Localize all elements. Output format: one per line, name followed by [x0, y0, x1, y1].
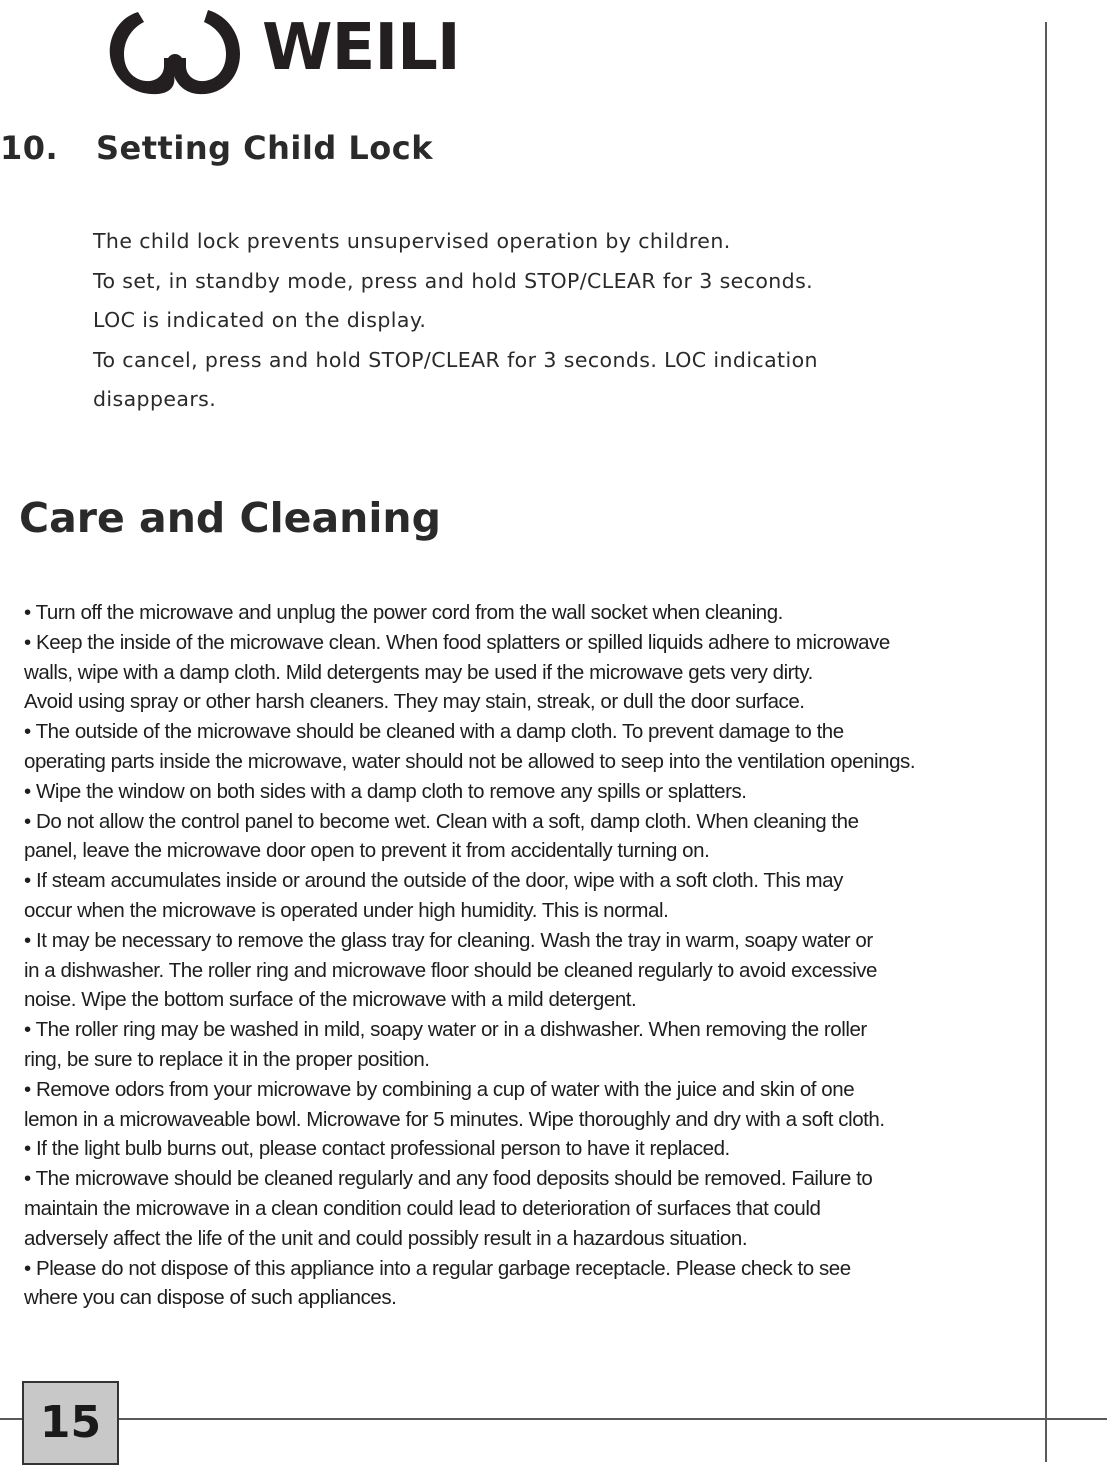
section-title: Setting Child Lock — [96, 129, 434, 167]
child-lock-line: To cancel, press and hold STOP/CLEAR for 3 seconds. LOC indication — [93, 347, 818, 372]
child-lock-line: LOC is indicated on the display. — [93, 308, 427, 333]
care-line: where you can dispose of such appliances. — [24, 1286, 397, 1310]
care-line: Avoid using spray or other harsh cleaners. They may stain, streak, or dull the door surface. — [24, 690, 805, 714]
vertical-margin-rule — [1045, 22, 1047, 1462]
child-lock-line: To set, in standby mode, press and hold STOP/CLEAR for 3 seconds. — [93, 268, 814, 293]
care-line: • The outside of the microwave should be cleaned with a damp cloth. To prevent damage to the — [24, 720, 844, 744]
care-and-cleaning-heading: Care and Cleaning — [19, 494, 441, 542]
care-line: • It may be necessary to remove the glass tray for cleaning. Wash the tray in warm, soapy water or — [24, 928, 873, 952]
care-line: • If the light bulb burns out, please contact professional person to have it replaced. — [24, 1137, 730, 1161]
care-line: occur when the microwave is operated under high humidity. This is normal. — [24, 898, 669, 922]
footer-rule — [0, 1418, 1107, 1420]
care-line: • Do not allow the control panel to become wet. Clean with a soft, damp cloth. When cleaning the — [24, 809, 859, 833]
child-lock-line: The child lock prevents unsupervised operation by children. — [93, 229, 731, 253]
page-number-box: 15 — [22, 1381, 119, 1465]
care-line: • If steam accumulates inside or around the outside of the door, wipe with a soft cloth. This may — [24, 869, 843, 893]
care-and-cleaning-list — [24, 598, 1039, 1313]
care-line: maintain the microwave in a clean condition could lead to deterioration of surfaces that could — [24, 1196, 821, 1220]
care-line: noise. Wipe the bottom surface of the microwave with a mild detergent. — [24, 988, 637, 1012]
care-line: walls, wipe with a damp cloth. Mild detergents may be used if the microwave gets very dirty. — [24, 660, 813, 684]
child-lock-instructions — [93, 222, 973, 420]
care-line: • Keep the inside of the microwave clean. When food splatters or spilled liquids adhere to microwave — [24, 630, 890, 654]
care-line: operating parts inside the microwave, water should not be allowed to seep into the ventilation openings. — [24, 749, 916, 773]
care-line: • Wipe the window on both sides with a damp cloth to remove any spills or splatters. — [24, 779, 747, 803]
section-heading-child-lock — [0, 126, 433, 170]
care-line: adversely affect the life of the unit and could possibly result in a hazardous situation. — [24, 1226, 748, 1250]
care-line: • The roller ring may be washed in mild, soapy water or in a dishwasher. When removing the roller — [24, 1018, 867, 1042]
brand-logo — [104, 0, 484, 100]
care-line: panel, leave the microwave door open to prevent it from accidentally turning on. — [24, 839, 710, 863]
child-lock-line: disappears. — [93, 387, 217, 412]
section-number: 10. — [0, 129, 59, 167]
care-line: in a dishwasher. The roller ring and microwave floor should be cleaned regularly to avoid excessive — [24, 958, 877, 982]
brand-logo-mark — [104, 0, 244, 100]
brand-wordmark: WEILI — [262, 11, 460, 85]
care-line: ring, be sure to replace it in the proper position. — [24, 1047, 430, 1071]
care-line: • Please do not dispose of this appliance into a regular garbage receptacle. Please check to see — [24, 1256, 851, 1280]
care-line: • Turn off the microwave and unplug the power cord from the wall socket when cleaning. — [24, 601, 783, 624]
care-line: • The microwave should be cleaned regularly and any food deposits should be removed. Failure to — [24, 1167, 873, 1191]
care-line: • Remove odors from your microwave by combining a cup of water with the juice and skin of one — [24, 1077, 855, 1101]
care-line: lemon in a microwaveable bowl. Microwave for 5 minutes. Wipe thoroughly and dry with a soft cloth. — [24, 1107, 885, 1131]
